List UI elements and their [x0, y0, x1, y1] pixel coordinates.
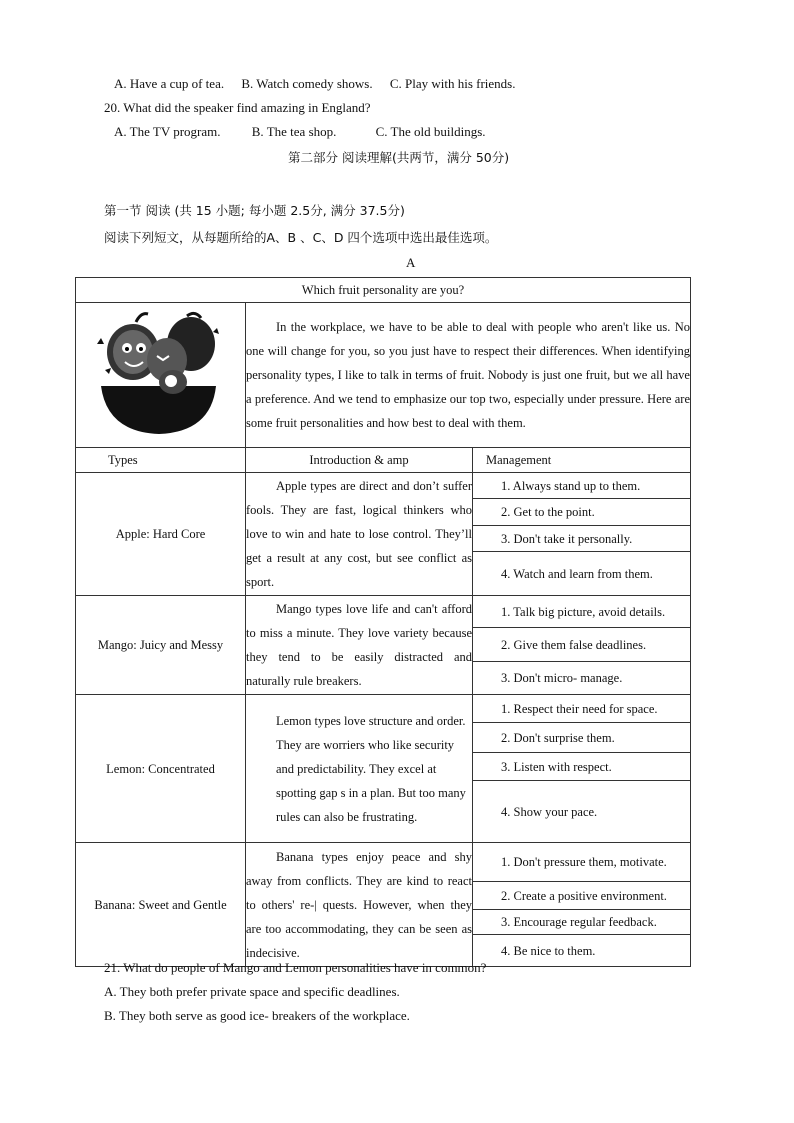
type-apple: Apple: Hard Core [76, 473, 246, 596]
mgmt-lemon-item: 2. Don't surprise them. [473, 723, 690, 753]
q20-option-b: B. The tea shop. [251, 124, 337, 139]
table-intro-text: In the workplace, we have to be able to deal with people who aren't like us. No one will change for you, so you just have to respect their differences. When identifying personality types, I like to talk in terms of fruit. Nobody is just one fruit, but we all have a preference. And we tend to emphasize our top two, especially under pressure. Here are some fruit personalities and how best to deal with them. [246, 320, 690, 430]
instruction: 阅读下列短文，从每题所给的A、B 、C、D 四个选项中选出最佳选项。 [104, 230, 498, 245]
fruit-bowl-image [76, 303, 246, 448]
mgmt-lemon-item: 3. Listen with respect. [473, 753, 690, 781]
mgmt-mango-item: 3. Don't micro- manage. [501, 671, 623, 685]
type-lemon: Lemon: Concentrated [76, 695, 246, 843]
mgmt-banana-item: 3. Encourage regular feedback. [473, 910, 690, 935]
desc-mango: Mango types love life and can't afford to miss a minute. They love variety because they tend to be easily distracted and naturally rule breakers. [246, 596, 473, 695]
header-management: Management [473, 448, 691, 473]
part2-title: 第二部分 阅读理解(共两节，满分 50分) [288, 150, 510, 165]
q20-question: 20. What did the speaker find amazing in England? [104, 100, 371, 115]
mgmt-apple [473, 473, 691, 596]
passage-label: A [406, 255, 416, 270]
mgmt-banana-item: 4. Be nice to them. [501, 943, 596, 958]
mgmt-banana-item: 2. Create a positive environment. [473, 882, 690, 910]
q21-question: 21. What do people of Mango and Lemon personalities have in common? [104, 960, 487, 975]
mgmt-apple-item: 4. Watch and learn from them. [501, 566, 653, 581]
q19-option-b: B. Watch comedy shows. [241, 76, 373, 91]
q20-option-a: A. The TV program. [114, 124, 221, 139]
mgmt-banana-item: 1. Don't pressure them, motivate. [473, 843, 690, 882]
type-mango: Mango: Juicy and Messy [76, 596, 246, 695]
fruit-personality-table [75, 277, 691, 967]
q19-option-c: C. Play with his friends. [389, 76, 516, 91]
desc-apple: Apple types are direct and don’t suffer fools. They are fast, logical thinkers who love to win and hate to lose control. They’ll get a result at any cost, but see conflict as sport. [246, 473, 473, 596]
desc-banana: Banana types enjoy peace and shy away from conflicts. They are kind to react to others' re-| quests. However, when they are too accommodating, they can be seen as indecisive. [246, 843, 473, 967]
q19-options [114, 76, 516, 92]
q20-options [114, 124, 486, 140]
mgmt-apple-item: 2. Get to the point. [473, 499, 690, 526]
desc-lemon: Lemon types love structure and order. They are worriers who like security and predictability. They excel at spotting gap s in a plan. But too many rules can also be frustrating. [246, 695, 473, 843]
mgmt-lemon-item: 4. Show your pace. [501, 804, 598, 819]
section1-title: 第一节 阅读 (共 15 小题; 每小题 2.5分, 满分 37.5分) [104, 203, 405, 218]
mgmt-mango-item: 2. Give them false deadlines. [473, 628, 690, 662]
header-types: Types [76, 448, 246, 473]
header-introduction: Introduction & amp [246, 448, 473, 473]
type-banana: Banana: Sweet and Gentle [76, 843, 246, 967]
mgmt-banana [473, 843, 691, 967]
mgmt-mango [473, 596, 691, 695]
q21-option-a: A. They both prefer private space and specific deadlines. [104, 984, 400, 999]
q19-option-a: A. Have a cup of tea. [114, 76, 225, 91]
mgmt-mango-item: 1. Talk big picture, avoid details. [473, 596, 690, 628]
fruit-bowl-icon [91, 304, 231, 439]
table-intro [246, 303, 691, 448]
mgmt-lemon [473, 695, 691, 843]
mgmt-apple-item: 1. Always stand up to them. [473, 473, 690, 499]
mgmt-lemon-item: 1. Respect their need for space. [473, 695, 690, 723]
q21-option-b: B. They both serve as good ice- breakers of the workplace. [104, 1008, 410, 1023]
table-title: Which fruit personality are you? [76, 278, 691, 303]
q20-option-c: C. The old buildings. [375, 124, 486, 139]
mgmt-apple-item: 3. Don't take it personally. [473, 526, 690, 552]
